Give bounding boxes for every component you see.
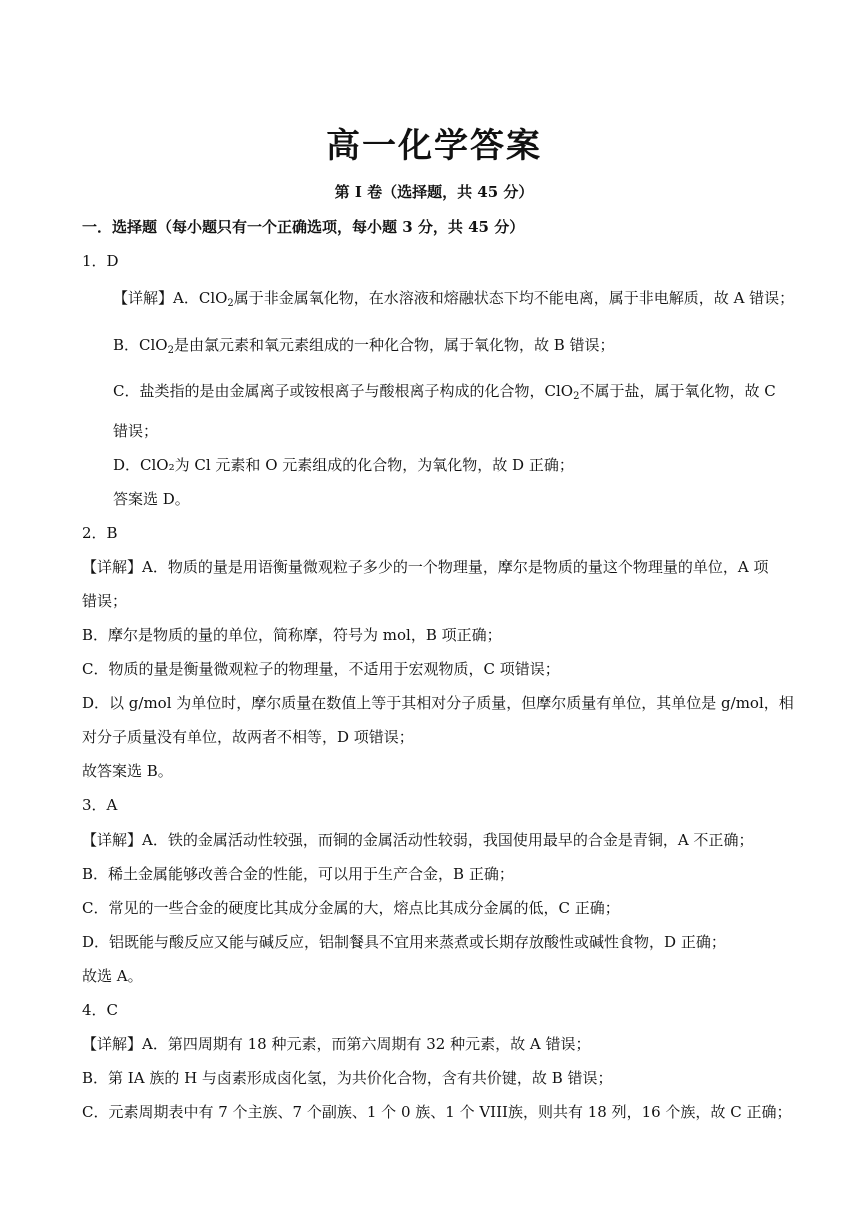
q1-a-text: 属于非金属氧化物，在水溶液和熔融状态下均不能电离，属于非电解质，故 A 错误；: [233, 289, 795, 307]
q2-explanation-d-cont: 对分子质量没有单位，故两者不相等，D 项错误；: [82, 728, 414, 746]
q1-c-text: 不属于盐，属于氧化物，故 C: [579, 382, 776, 400]
q4-explanation-c: C．元素周期表中有 7 个主族、7 个副族、1 个 0 族、1 个 VIII族，则共有 18 列，16 个族，故 C 正确；: [82, 1103, 792, 1121]
q1-b-text: 是由氯元素和氧元素组成的一种化合物，属于氧化物，故 B 错误；: [173, 336, 615, 354]
q1-b-prefix: B．: [113, 336, 140, 354]
q1-c-formula: ClO: [544, 382, 574, 400]
q3-explanation-b: B．稀土金属能够改善合金的性能，可以用于生产合金，B 正确；: [82, 865, 514, 883]
q4-answer: 4．C: [82, 1001, 119, 1019]
q2-conclusion: 故答案选 B。: [82, 762, 173, 780]
q1-conclusion: 答案选 D。: [113, 490, 190, 508]
q1-a-formula: ClO: [198, 289, 228, 307]
q2-explanation-c: C．物质的量是衡量微观粒子的物理量，不适用于宏观物质，C 项错误；: [82, 660, 560, 678]
q3-explanation-c: C．常见的一些合金的硬度比其成分金属的大，熔点比其成分金属的低，C 正确；: [82, 899, 620, 917]
q1-b-formula: ClO: [139, 336, 168, 354]
document-title: 高一化学答案: [326, 126, 542, 166]
q4-explanation-a: 【详解】A．第四周期有 18 种元素，而第六周期有 32 种元素，故 A 错误；: [82, 1035, 591, 1053]
q3-answer: 3．A: [82, 796, 118, 814]
q1-explanation-b: [113, 335, 615, 355]
q2-explanation-a-cont: 错误；: [82, 592, 128, 610]
q3-conclusion: 故选 A。: [82, 967, 143, 985]
q2-explanation-d: D．以 g/mol 为单位时，摩尔质量在数值上等于其相对分子质量，但摩尔质量有单位，其单位是 g/mol，相: [82, 694, 794, 712]
q2-explanation-a: 【详解】A．物质的量是用语衡量微观粒子多少的一个物理量，摩尔是物质的量这个物理量的单位，A 项: [82, 558, 769, 576]
q3-explanation-a: 【详解】A．铁的金属活动性较强，而铜的金属活动性较弱，我国使用最早的合金是青铜，A 不正确；: [82, 831, 754, 849]
q1-explanation-a: [113, 288, 794, 308]
q1-explanation-d: D．ClO₂为 Cl 元素和 O 元素组成的化合物，为氧化物，故 D 正确；: [113, 456, 574, 474]
q1-explanation-c: [113, 381, 776, 401]
part-subtitle: 第 I 卷（选择题，共 45 分）: [334, 183, 534, 201]
q1-answer: 1．D: [82, 252, 119, 270]
q2-answer: 2．B: [82, 524, 118, 542]
q1-a-formula-sub: 2: [227, 298, 234, 309]
section-heading: 一．选择题（每小题只有一个正确选项，每小题 3 分，共 45 分）: [82, 218, 525, 236]
q1-a-prefix: 【详解】A．: [113, 289, 199, 307]
q1-c-prefix: C．盐类指的是由金属离子或铵根离子与酸根离子构成的化合物，: [113, 382, 545, 400]
q1-explanation-c-cont: 错误；: [113, 422, 159, 440]
q2-explanation-b: B．摩尔是物质的量的单位，简称摩，符号为 mol，B 项正确；: [82, 626, 502, 644]
q1-b-formula-sub: 2: [167, 345, 174, 356]
q1-c-formula-sub: 2: [573, 391, 580, 402]
q3-explanation-d: D．铝既能与酸反应又能与碱反应，铝制餐具不宜用来蒸煮或长期存放酸性或碱性食物，D 正确；: [82, 933, 726, 951]
q4-explanation-b: B．第 IA 族的 H 与卤素形成卤化氢，为共价化合物，含有共价键，故 B 错误；: [82, 1069, 613, 1087]
